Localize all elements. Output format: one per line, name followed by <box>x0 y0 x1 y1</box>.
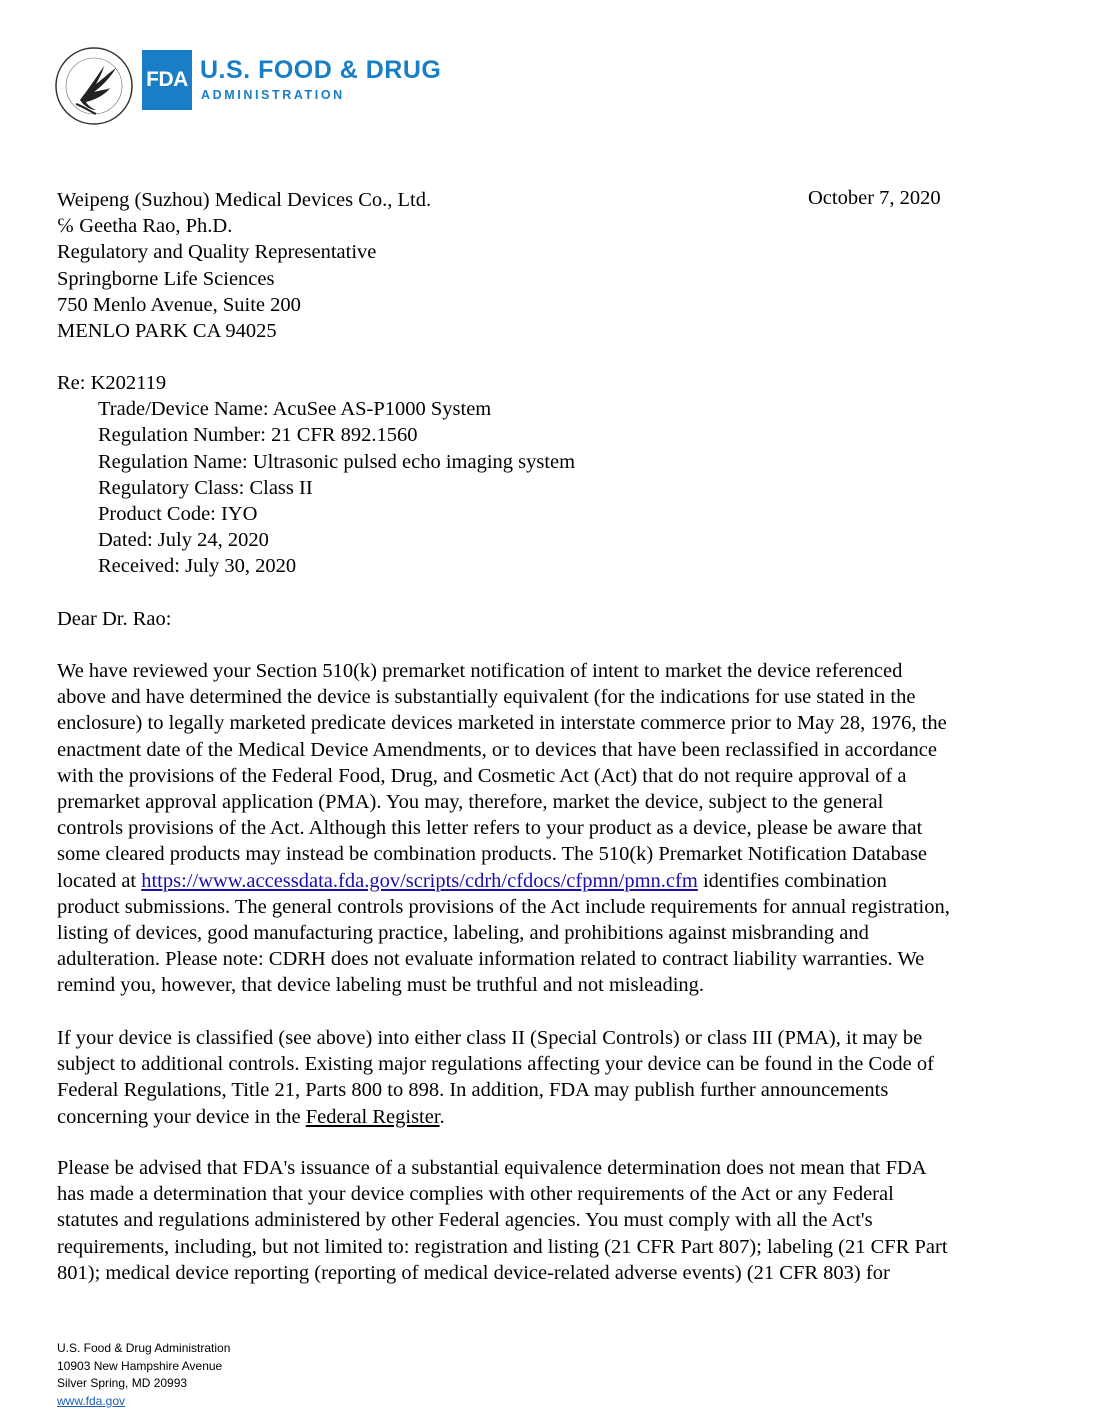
letter-date: October 7, 2020 <box>808 187 941 209</box>
paragraph-line: 801); medical device reporting (reporting of medical device-related adverse events) (21 CFR 803) for <box>57 1261 890 1284</box>
paragraph-line: requirements, including, but not limited to: registration and listing (21 CFR Part 807); labeling (21 CFR Part <box>57 1235 948 1258</box>
footer-line: 10903 New Hampshire Avenue <box>57 1358 223 1373</box>
fda-website-link[interactable]: www.fda.gov <box>57 1393 126 1408</box>
footer-line: U.S. Food & Drug Administration <box>57 1341 231 1355</box>
footer-line: Silver Spring, MD 20993 <box>57 1376 188 1390</box>
paragraph-line: We have reviewed your Section 510(k) premarket notification of intent to market the device referenced <box>57 660 903 682</box>
pmn-database-link[interactable]: https://www.accessdata.fda.gov/scripts/cdrh/cfdocs/cfpmn/pmn.cfm <box>141 869 698 892</box>
re-item: Received: July 30, 2020 <box>98 555 297 578</box>
paragraph-line: controls provisions of the Act. Although this letter refers to your product as a device, please be aware that <box>57 817 923 840</box>
paragraph-line: adulteration. Please note: CDRH does not evaluate information related to contract liability warranties. We <box>57 948 925 971</box>
re-item: Trade/Device Name: AcuSee AS-P1000 System <box>98 398 492 421</box>
footer-address <box>57 1340 230 1410</box>
text-span: concerning your device in the <box>57 1105 306 1128</box>
fda-logo-mark: FDA <box>142 50 192 110</box>
text-span: . <box>439 1105 445 1128</box>
paragraph-line: remind you, however, that device labeling must be truthful and not misleading. <box>57 974 705 997</box>
re-block <box>57 370 575 580</box>
hhs-seal-icon <box>52 44 136 128</box>
paragraph-line: Please be advised that FDA's issuance of a substantial equivalence determination does not mean that FDA <box>57 1157 927 1179</box>
paragraph-line: above and have determined the device is substantially equivalent (for the indications for use stated in the <box>57 686 916 709</box>
address-line: Weipeng (Suzhou) Medical Devices Co., Ltd. <box>57 189 432 211</box>
link-prefix: located at <box>57 869 142 892</box>
paragraph-line: enclosure) to legally marketed predicate devices marketed in interstate commerce prior to May 28, 1976, the <box>57 712 947 735</box>
address-line: ℅ Geetha Rao, Ph.D. <box>57 215 233 238</box>
fda-logo-subtitle: ADMINISTRATION <box>201 88 345 102</box>
re-item: Dated: July 24, 2020 <box>98 529 269 552</box>
paragraph-line: Federal Regulations, Title 21, Parts 800 to 898. In addition, FDA may publish further announcements <box>57 1079 889 1102</box>
address-block <box>57 187 431 344</box>
paragraph-line: listing of devices, good manufacturing practice, labeling, and prohibitions against misbranding and <box>57 922 869 945</box>
paragraph-line: If your device is classified (see above) into either class II (Special Controls) or class III (PMA), it may be <box>57 1027 923 1049</box>
re-item: Regulatory Class: Class II <box>98 476 313 499</box>
paragraph-line: subject to additional controls. Existing major regulations affecting your device can be found in the Code of <box>57 1053 934 1076</box>
paragraph-line: enactment date of the Medical Device Amendments, or to devices that have been reclassified in accordance <box>57 738 937 761</box>
paragraph-3 <box>57 1155 1057 1286</box>
paragraph-line <box>57 1104 1057 1130</box>
federal-register-text: Federal Register <box>305 1105 440 1128</box>
salutation: Dear Dr. Rao: <box>57 608 172 630</box>
link-suffix: identifies combination <box>697 869 887 892</box>
address-line: MENLO PARK CA 94025 <box>57 320 277 343</box>
paragraph-1 <box>57 658 1057 999</box>
address-line: 750 Menlo Avenue, Suite 200 <box>57 293 301 316</box>
paragraph-2 <box>57 1025 1057 1130</box>
paragraph-line: has made a determination that your device complies with other requirements of the Act or any Federal <box>57 1183 894 1206</box>
paragraph-line: statutes and regulations administered by other Federal agencies. You must comply with all the Act's <box>57 1209 873 1232</box>
address-line: Regulatory and Quality Representative <box>57 241 377 264</box>
paragraph-line: premarket approval application (PMA). You may, therefore, market the device, subject to the general <box>57 791 884 814</box>
re-item: Regulation Name: Ultrasonic pulsed echo imaging system <box>98 450 576 473</box>
paragraph-line-with-link <box>57 868 1057 894</box>
re-item: Product Code: IYO <box>98 503 258 526</box>
address-line: Springborne Life Sciences <box>57 267 275 290</box>
paragraph-line: some cleared products may instead be combination products. The 510(k) Premarket Notification Database <box>57 843 928 866</box>
paragraph-line: product submissions. The general controls provisions of the Act include requirements for annual registration, <box>57 895 950 918</box>
paragraph-line: with the provisions of the Federal Food, Drug, and Cosmetic Act (Act) that do not require approval of a <box>57 764 907 787</box>
fda-logo-name: U.S. FOOD & DRUG <box>200 56 442 84</box>
re-item: Regulation Number: 21 CFR 892.1560 <box>98 424 418 447</box>
re-line: Re: K202119 <box>57 372 167 394</box>
